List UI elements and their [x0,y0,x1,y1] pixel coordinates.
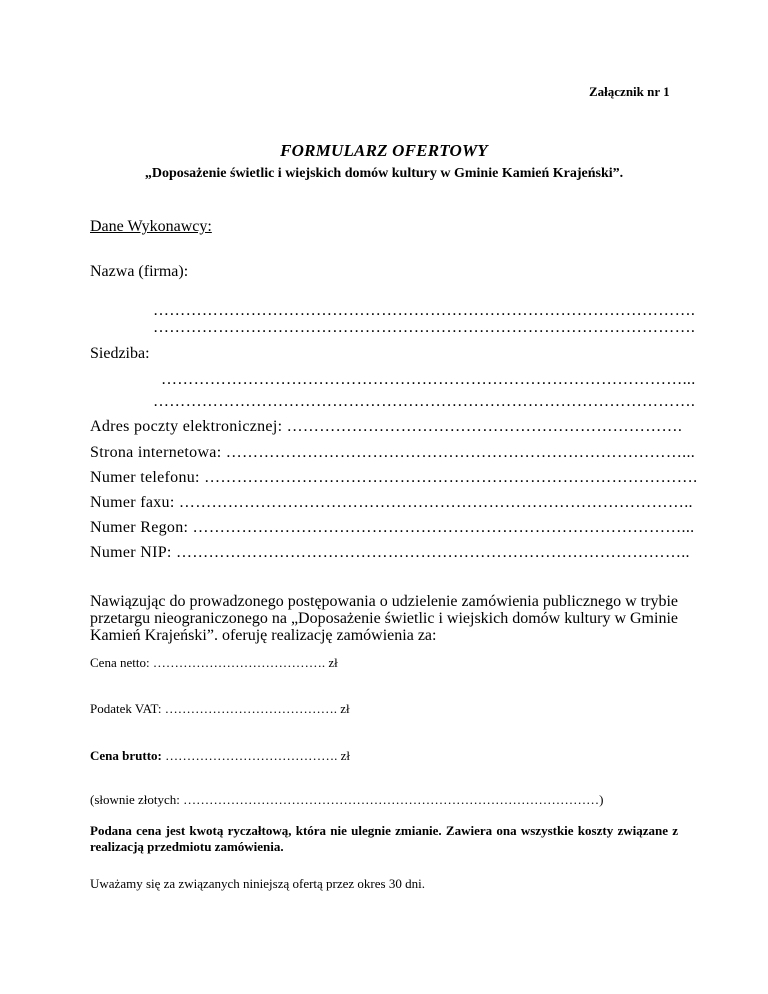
contractor-section-heading: Dane Wykonawcy: [90,218,212,235]
vat-field[interactable]: Podatek VAT: …………………………………. zł [90,701,350,716]
net-price-field[interactable]: Cena netto: …………………………………. zł [90,655,338,670]
offer-validity-statement: Uważamy się za związanych niniejszą ofertą przez okres 30 dni. [90,876,425,891]
company-name-field-line-1[interactable]: ………………………………………………………………………………………. [153,302,696,319]
phone-field[interactable]: Numer telefonu: ………………………………………………………………………………. [90,469,698,486]
gross-price-label: Cena brutto: [90,748,162,763]
email-field[interactable]: Adres poczty elektronicznej: ………………………………………………………………. [90,418,683,435]
gross-price-field[interactable] [90,748,350,764]
nip-field[interactable]: Numer NIP: ………………………………………………………………………………….. [90,544,690,561]
company-name-field-line-2[interactable]: ………………………………………………………………………………………. [153,319,696,336]
website-field[interactable]: Strona internetowa: …………………………………………………………………………... [90,444,696,461]
amount-in-words-field[interactable]: (słownie złotych: ……………………………………………………………………………………) [90,792,604,807]
seat-field-line-1[interactable]: ……………………………………………………………………………………... [161,371,696,388]
seat-label: Siedziba: [90,345,150,362]
annex-number: Załącznik nr 1 [589,84,670,99]
offer-intro-paragraph: Nawiązując do prowadzonego postępowania o udzielenie zamówienia publicznego w trybie przetargu nieograniczonego na „Doposażenie świetlic i wiejskich domów kultury w Gminie Kamień Krajeński”. oferuję realizację zamówienia za: [90,593,678,644]
gross-price-value: …………………………………. zł [161,748,350,763]
company-name-label: Nazwa (firma): [90,263,189,280]
form-subtitle: „Doposażenie świetlic i wiejskich domów kultury w Gminie Kamień Krajeński”. [144,166,624,181]
lump-sum-note: Podana cena jest kwotą ryczałtową, która nie ulegnie zmianie. Zawiera ona wszystkie koszty związane z realizacją przedmiotu zamówienia. [90,823,678,854]
form-title: FORMULARZ OFERTOWY [280,141,488,160]
regon-field[interactable]: Numer Regon: ………………………………………………………………………………... [90,519,695,536]
fax-field[interactable]: Numer faxu: ………………………………………………………………………………….. [90,494,693,511]
seat-field-line-2[interactable]: ………………………………………………………………………………………. [153,393,696,410]
